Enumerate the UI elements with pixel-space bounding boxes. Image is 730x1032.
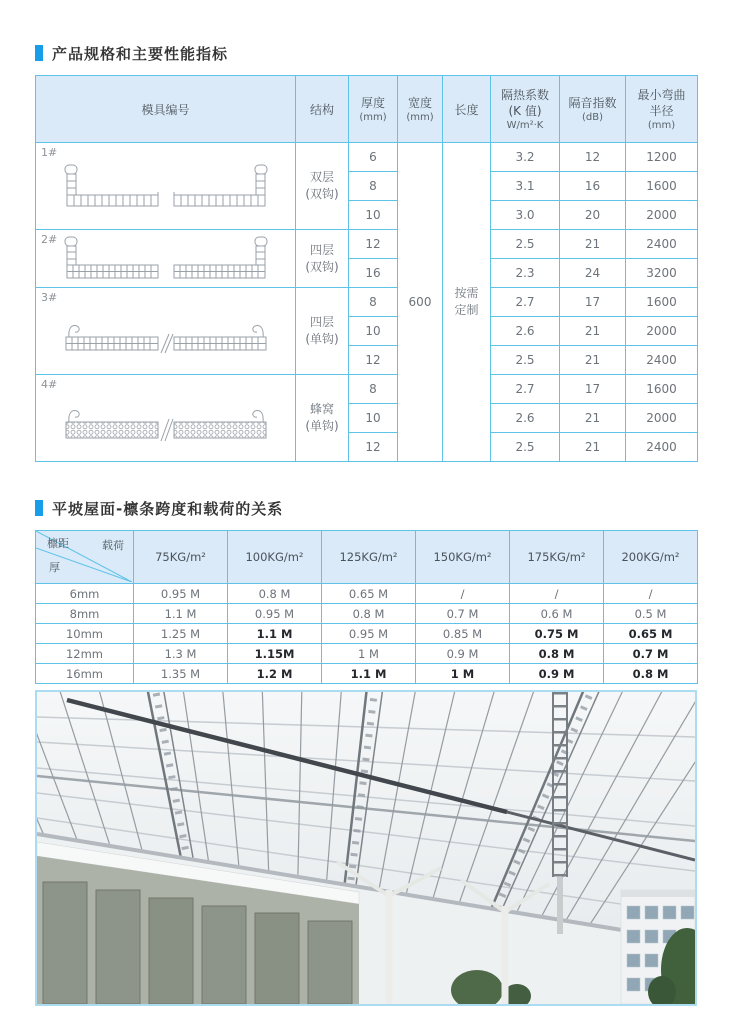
- col-header-db: 隔音指数 (dB): [560, 76, 626, 143]
- mold-cell-2: [36, 230, 296, 288]
- table-cell: 1200: [626, 143, 698, 172]
- col-header-load: 200KG/m²: [604, 531, 698, 584]
- table-cell: 0.7 M: [604, 644, 698, 664]
- mold-cell-3: [36, 288, 296, 375]
- table-cell: 21: [560, 433, 626, 462]
- table-cell: 3.1: [491, 172, 560, 201]
- width-cell: 600: [398, 143, 443, 462]
- table-cell: 0.6 M: [510, 604, 604, 624]
- diagonal-corner-cell: [36, 531, 134, 584]
- table-row: [36, 584, 698, 604]
- structure-cell: 四层 (单钩): [296, 288, 349, 375]
- table-cell: 0.95 M: [322, 624, 416, 644]
- title-bullet-icon: [35, 500, 43, 516]
- col-header-radius: 最小弯曲 半径 (mm): [626, 76, 698, 143]
- title-bullet-icon: [35, 45, 43, 61]
- col-header-load: 150KG/m²: [416, 531, 510, 584]
- table-cell: 0.8 M: [228, 584, 322, 604]
- table-cell: 1 M: [322, 644, 416, 664]
- mold-diagram-four-layer-single-hook-icon: [58, 304, 274, 358]
- col-header-thickness: 厚度 (mm): [349, 76, 398, 143]
- table-cell: 2.7: [491, 375, 560, 404]
- installation-photo: [35, 690, 697, 1006]
- table-cell: 12: [560, 143, 626, 172]
- table-cell: 12: [349, 230, 398, 259]
- table-row: [36, 604, 698, 624]
- table-cell: 0.75 M: [510, 624, 604, 644]
- section1-title-text: 产品规格和主要性能指标: [52, 44, 229, 63]
- table-cell: 1600: [626, 288, 698, 317]
- roof-structure-photo-illustration: [37, 692, 695, 1004]
- table-cell: 1600: [626, 172, 698, 201]
- row-header-thickness: 12mm: [36, 644, 134, 664]
- row-header-thickness: 8mm: [36, 604, 134, 624]
- table-cell: 8: [349, 172, 398, 201]
- table-cell: 8: [349, 375, 398, 404]
- table-cell: 0.95 M: [134, 584, 228, 604]
- table-cell: 0.95 M: [228, 604, 322, 624]
- row-header-thickness: 16mm: [36, 664, 134, 684]
- table-cell: 2400: [626, 230, 698, 259]
- table-cell: /: [510, 584, 604, 604]
- col-header-structure: 结构: [296, 76, 349, 143]
- table-cell: 1.1 M: [134, 604, 228, 624]
- table-cell: 10: [349, 201, 398, 230]
- mold-number: 2#: [41, 233, 58, 246]
- table-cell: 16: [349, 259, 398, 288]
- table-cell: 2.5: [491, 346, 560, 375]
- corner-label-thickness: 厚: [49, 561, 60, 574]
- mold-number: 3#: [41, 291, 58, 304]
- row-header-thickness: 10mm: [36, 624, 134, 644]
- table-cell: 0.85 M: [416, 624, 510, 644]
- table-cell: 1600: [626, 375, 698, 404]
- table-cell: 2.5: [491, 230, 560, 259]
- length-cell: 按需 定制: [443, 143, 491, 462]
- table-cell: 0.8 M: [322, 604, 416, 624]
- table-cell: 10: [349, 404, 398, 433]
- table-cell: 0.7 M: [416, 604, 510, 624]
- table-cell: 0.5 M: [604, 604, 698, 624]
- table-cell: 1.15M: [228, 644, 322, 664]
- col-header-mold: 模具编号: [36, 76, 296, 143]
- table-cell: 12: [349, 346, 398, 375]
- table-cell: 2.6: [491, 404, 560, 433]
- table-cell: 2000: [626, 201, 698, 230]
- table-cell: /: [416, 584, 510, 604]
- table-row: [36, 288, 698, 317]
- mold-number: 1#: [41, 146, 58, 159]
- table-cell: 0.9 M: [416, 644, 510, 664]
- table-cell: 8: [349, 288, 398, 317]
- table-cell: 21: [560, 317, 626, 346]
- table-row: [36, 375, 698, 404]
- mold-cell-4: [36, 375, 296, 462]
- table-cell: 0.8 M: [510, 644, 604, 664]
- table-row: [36, 664, 698, 684]
- table-cell: 0.9 M: [510, 664, 604, 684]
- span-load-table: [35, 530, 698, 684]
- mold-cell-1: [36, 143, 296, 230]
- section2-title-text: 平坡屋面-檩条跨度和载荷的关系: [52, 499, 284, 518]
- col-header-width: 宽度 (mm): [398, 76, 443, 143]
- mold-diagram-double-layer-icon: [58, 159, 274, 213]
- table-cell: 16: [560, 172, 626, 201]
- mold-diagram-honeycomb-single-hook-icon: [58, 391, 274, 445]
- col-header-load: 175KG/m²: [510, 531, 604, 584]
- table-cell: 1.25 M: [134, 624, 228, 644]
- col-header-load: 75KG/m²: [134, 531, 228, 584]
- table-cell: 12: [349, 433, 398, 462]
- table-cell: 3.0: [491, 201, 560, 230]
- col-header-load: 125KG/m²: [322, 531, 416, 584]
- spec-table: [35, 75, 698, 462]
- structure-cell: 蜂窝 (单钩): [296, 375, 349, 462]
- mold-diagram-four-layer-double-hook-icon: [58, 235, 274, 283]
- col-header-load: 100KG/m²: [228, 531, 322, 584]
- table-cell: 21: [560, 404, 626, 433]
- table-row: [36, 624, 698, 644]
- table-cell: 10: [349, 317, 398, 346]
- table-cell: 1.1 M: [322, 664, 416, 684]
- col-header-length: 长度: [443, 76, 491, 143]
- structure-cell: 双层 (双钩): [296, 143, 349, 230]
- table-cell: 2.7: [491, 288, 560, 317]
- table-cell: 24: [560, 259, 626, 288]
- table-cell: 2400: [626, 346, 698, 375]
- table-cell: 2.3: [491, 259, 560, 288]
- table-row: [36, 644, 698, 664]
- table-cell: 1.35 M: [134, 664, 228, 684]
- spec-header-row: [36, 76, 698, 143]
- table-cell: 20: [560, 201, 626, 230]
- corner-label-spacing: 檩距: [47, 537, 69, 550]
- row-header-thickness: 6mm: [36, 584, 134, 604]
- mold-number: 4#: [41, 378, 58, 391]
- table-row: [36, 143, 698, 172]
- span-load-header-row: [36, 531, 698, 584]
- table-cell: 17: [560, 375, 626, 404]
- table-cell: 6: [349, 143, 398, 172]
- corner-label-load: 载荷: [102, 539, 124, 552]
- table-cell: 1 M: [416, 664, 510, 684]
- table-cell: 0.65 M: [604, 624, 698, 644]
- table-cell: 2.5: [491, 433, 560, 462]
- table-cell: 2400: [626, 433, 698, 462]
- structure-cell: 四层 (双钩): [296, 230, 349, 288]
- section1-title: [35, 44, 697, 62]
- table-cell: 1.2 M: [228, 664, 322, 684]
- table-cell: 0.8 M: [604, 664, 698, 684]
- table-cell: 3.2: [491, 143, 560, 172]
- table-cell: 3200: [626, 259, 698, 288]
- table-cell: 1.3 M: [134, 644, 228, 664]
- table-cell: 2000: [626, 404, 698, 433]
- table-cell: 17: [560, 288, 626, 317]
- table-cell: 2000: [626, 317, 698, 346]
- table-cell: 1.1 M: [228, 624, 322, 644]
- col-header-k: 隔热系数 (K 值) W/m²·K: [491, 76, 560, 143]
- table-cell: 0.65 M: [322, 584, 416, 604]
- section2-title: [35, 499, 697, 517]
- table-cell: 2.6: [491, 317, 560, 346]
- table-row: [36, 230, 698, 259]
- table-cell: 21: [560, 230, 626, 259]
- table-cell: 21: [560, 346, 626, 375]
- table-cell: /: [604, 584, 698, 604]
